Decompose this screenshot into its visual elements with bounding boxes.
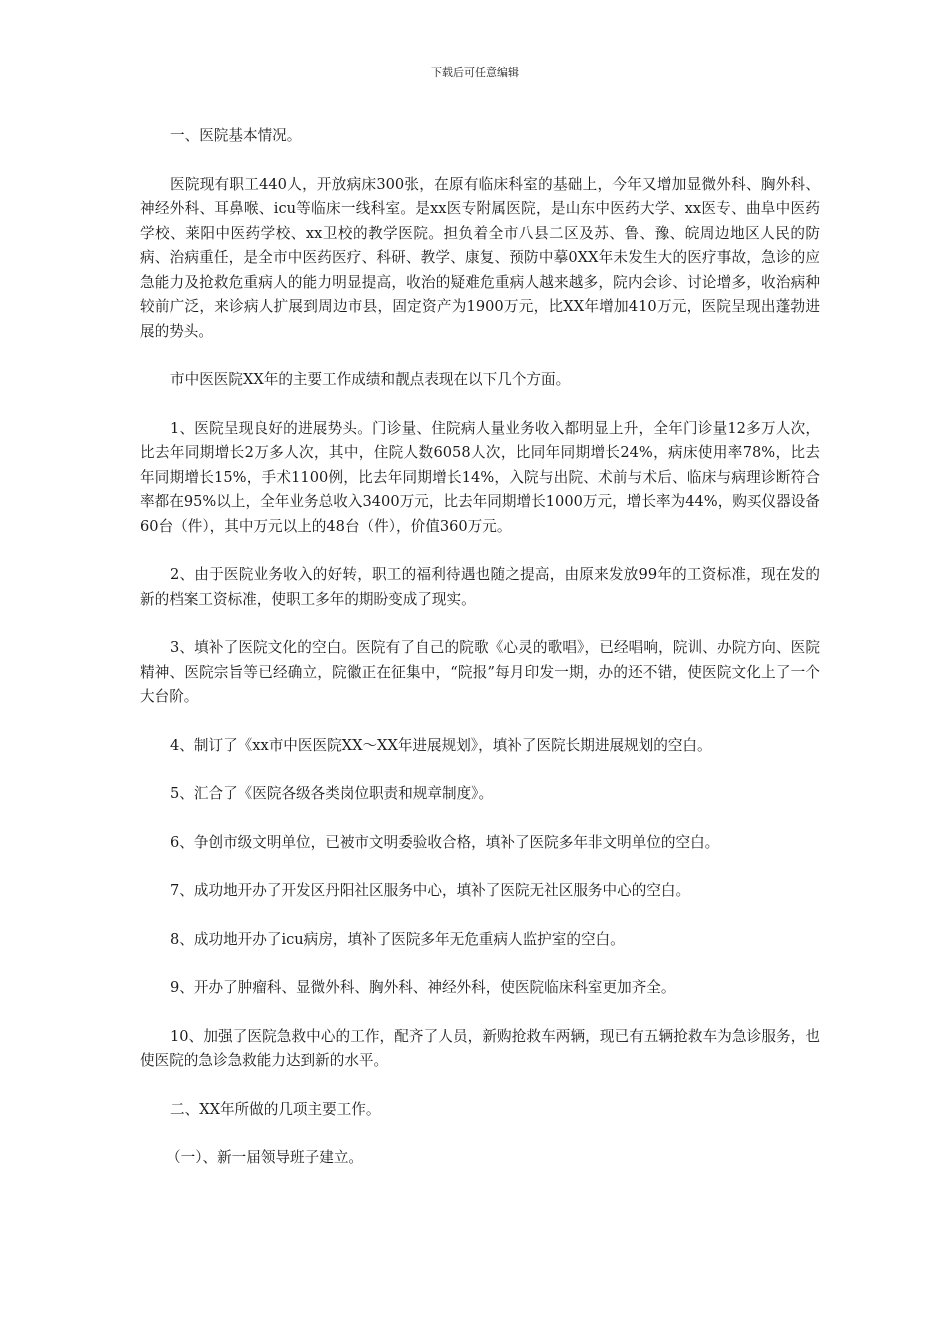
paragraph-item-6: 6、争创市级文明单位，已被市文明委验收合格，填补了医院多年非文明单位的空白。 bbox=[170, 833, 720, 851]
page-header: 下载后可任意编辑 bbox=[431, 66, 519, 79]
paragraph-hospital-overview: 医院现有职工440人，开放病床300张，在原有临床科室的基础上，今年又增加显微外科、胸外科、神经外科、耳鼻喉、icu等临床一线科室。是xx医专附属医院，是山东中医药大学、xx医专、曲阜中医药学校、莱阳中医药学校、xx卫校的教学医院。担负着全市八县二区及苏、鲁、豫、皖周边地区人民的防病、治病重任，是全市中医药医疗、科研、教学、康复、预防中摹0XX年未发生大的医疗事故，急诊的应急能力及抢救危重病人的能力明显提高，收治的疑难危重病人越来越多，院内会诊、讨论增多，收治病种较前广泛，来诊病人扩展到周边市县，固定资产为1900万元，比XX年增加410万元，医院呈现出蓬勃进展的势头。 bbox=[140, 175, 820, 340]
paragraph-item-10: 10、加强了医院急救中心的工作，配齐了人员，新购抢救车两辆，现已有五辆抢救车为急诊服务，也使医院的急诊急救能力达到新的水平。 bbox=[140, 1027, 820, 1069]
paragraph-item-8: 8、成功地开办了icu病房，填补了医院多年无危重病人监护室的空白。 bbox=[170, 930, 625, 948]
section-heading-1: 一、医院基本情况。 bbox=[170, 127, 302, 144]
paragraph-item-7: 7、成功地开办了开发区丹阳社区服务中心，填补了医院无社区服务中心的空白。 bbox=[170, 882, 691, 899]
paragraph-item-2: 2、由于医院业务收入的好转，职工的福利待遇也随之提高，由原来发放99年的工资标准，现在发的新的档案工资标准，使职工多年的期盼变成了现实。 bbox=[140, 566, 820, 608]
paragraph-item-1: 1、医院呈现良好的进展势头。门诊量、住院病人量业务收入都明显上升，全年门诊量12多万人次，比去年同期增长2万多人次，其中，住院人数6058人次，比同年同期增长24%，病床使用率78%，比去年同期增长15%，手术1100例，比去年同期增长14%，入院与出院、术前与术后、临床与病理诊断符合率都在95%以上，全年业务总收入3400万元，比去年同期增长1000万元，增长率为44%，购买仪器设备60台（件），其中万元以上的48台（件），价值360万元。 bbox=[140, 419, 820, 535]
paragraph-achievements-intro: 市中医医院XX年的主要工作成绩和靓点表现在以下几个方面。 bbox=[170, 371, 571, 388]
paragraph-item-3: 3、填补了医院文化的空白。医院有了自己的院歌《心灵的歌唱》，已经唱响，院训、办院方向、医院精神、医院宗旨等已经确立，院徽正在征集中，“院报”每月印发一期，办的还不错，使医院文化上了一个大台阶。 bbox=[140, 639, 820, 705]
document-body bbox=[140, 124, 820, 1171]
subsection-heading-1: （一）、新一届领导班子建立。 bbox=[166, 1149, 364, 1166]
paragraph-item-5: 5、汇合了《医院各级各类岗位职责和规章制度》。 bbox=[170, 785, 494, 802]
section-heading-2: 二、XX年所做的几项主要工作。 bbox=[170, 1100, 381, 1118]
paragraph-item-4: 4、制订了《xx市中医医院XX～XX年进展规划》，填补了医院长期进展规划的空白。 bbox=[170, 736, 712, 754]
paragraph-item-9: 9、开办了肿瘤科、显微外科、胸外科、神经外科，使医院临床科室更加齐全。 bbox=[170, 979, 676, 996]
